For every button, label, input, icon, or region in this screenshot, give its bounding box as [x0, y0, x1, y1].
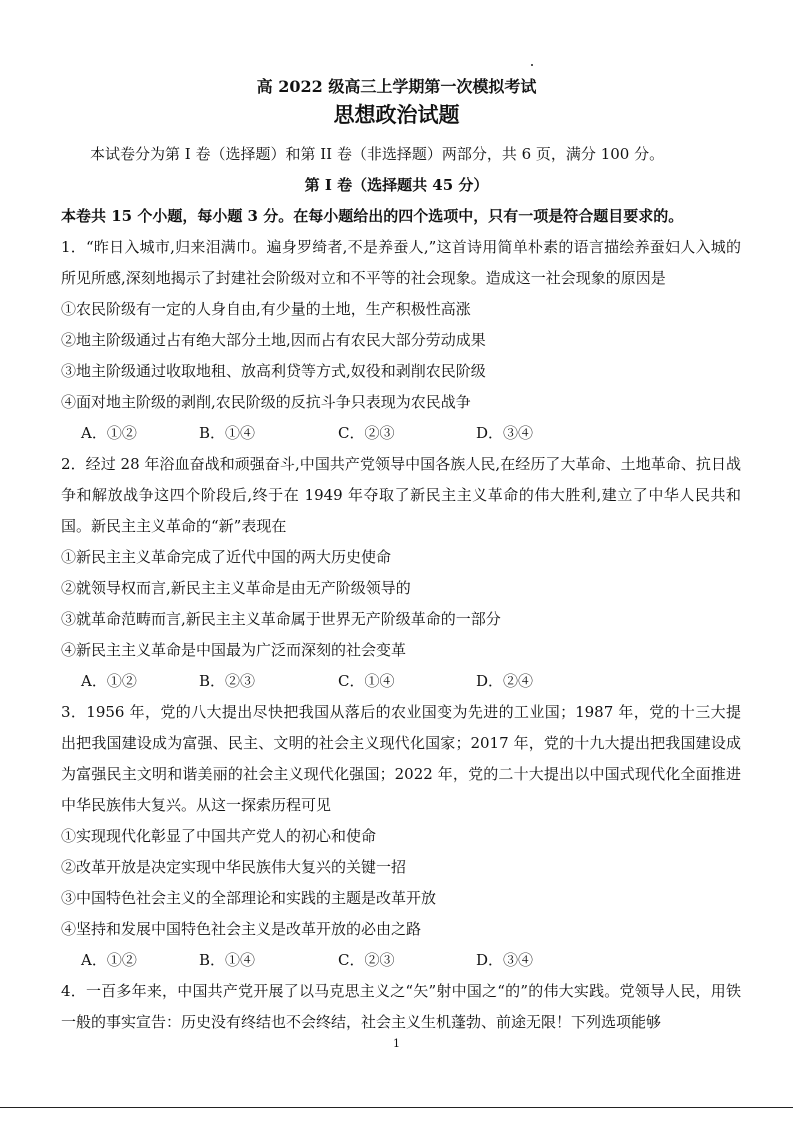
question-list	[61, 201, 741, 1038]
option-1: ①农民阶级有一定的人身自由,有少量的土地，生产积极性高涨	[61, 300, 471, 318]
option-4: ④坚持和发展中国特色社会主义是改革开放的必由之路	[61, 920, 422, 938]
choice-b: B．①④	[199, 424, 256, 442]
choice-c: C．②③	[338, 424, 395, 442]
page-number: 1	[393, 1037, 400, 1050]
choice-c: C．②③	[338, 951, 395, 969]
choice-a: A．①②	[81, 672, 137, 690]
question-4	[61, 976, 741, 1038]
question-3	[61, 697, 741, 976]
choice-b: B．②③	[199, 672, 256, 690]
option-2: ②就领导权而言,新民主主义革命是由无产阶级领导的	[61, 579, 411, 597]
section-title: 第 I 卷（选择题共 45 分）	[304, 176, 489, 194]
scan-speck	[531, 64, 533, 66]
answer-choices	[61, 945, 741, 976]
option-4: ④新民主主义革命是中国最为广泛而深刻的社会变革	[61, 641, 407, 659]
page-bottom-rule	[0, 1107, 793, 1108]
choice-a: A．①②	[81, 424, 137, 442]
option-4: ④面对地主阶级的剥削,农民阶级的反抗斗争只表现为农民战争	[61, 393, 471, 411]
option-3: ③地主阶级通过收取地租、放高利贷等方式,奴役和剥削农民阶级	[61, 362, 486, 380]
choice-c: C．①④	[338, 672, 395, 690]
option-1: ①实现现代化彰显了中国共产党人的初心和使命	[61, 827, 377, 845]
subject-title: 思想政治试题	[333, 102, 460, 127]
question-stem: 4．一百多年来，中国共产党开展了以马克思主义之“矢”射中国之“的”的伟大实践。党领导人民，用铁一般的事实宣告：历史没有终结也不会终结，社会主义生机蓬勃、前途无限！下列选项能够	[61, 982, 741, 1031]
option-2: ②地主阶级通过占有绝大部分土地,因而占有农民大部分劳动成果	[61, 331, 486, 349]
choice-d: D．③④	[476, 951, 534, 969]
choice-a: A．①②	[81, 951, 137, 969]
question-stem: 3．1956 年，党的八大提出尽快把我国从落后的农业国变为先进的工业国；1987 年，党的十三大提出把我国建设成为富强、民主、文明的社会主义现代化国家；2017 年，党的十九大提出把我国建设成为富强民主文明和谐美丽的社会主义现代化强国；2022 年，党的二十大提出以中国式现代化全面推进中华民族伟大复兴。从这一探索历程可见	[61, 703, 741, 814]
question-stem: 2．经过 28 年浴血奋战和顽强奋斗,中国共产党领导中国各族人民,在经历了大革命、土地革命、抗日战争和解放战争这四个阶段后,终于在 1949 年夺取了新民主主义革命的伟大胜利,建立了中华人民共和国。新民主主义革命的“新”表现在	[61, 455, 741, 535]
section-instruction: 本卷共 15 个小题，每小题 3 分。在每小题给出的四个选项中，只有一项是符合题目要求的。	[61, 207, 684, 225]
option-3: ③就革命范畴而言,新民主主义革命属于世界无产阶级革命的一部分	[61, 610, 501, 628]
option-1: ①新民主主义革命完成了近代中国的两大历史使命	[61, 548, 392, 566]
choice-d: D．②④	[476, 672, 534, 690]
question-2	[61, 449, 741, 697]
intro-text: 本试卷分为第 I 卷（选择题）和第 II 卷（非选择题）两部分，共 6 页，满分 100 分。	[90, 145, 665, 163]
choice-d: D．③④	[476, 424, 534, 442]
answer-choices	[61, 666, 741, 697]
answer-choices	[61, 418, 741, 449]
question-1	[61, 232, 741, 449]
question-stem: 1．“昨日入城市,归来泪满巾。遍身罗绮者,不是养蚕人,”这首诗用简单朴素的语言描绘养蚕妇人入城的所见所感,深刻地揭示了封建社会阶级对立和不平等的社会现象。造成这一社会现象的原因是	[61, 238, 741, 287]
option-3: ③中国特色社会主义的全部理论和实践的主题是改革开放	[61, 889, 437, 907]
choice-b: B．①④	[199, 951, 256, 969]
option-2: ②改革开放是决定实现中华民族伟大复兴的关键一招	[61, 858, 407, 876]
exam-title: 高 2022 级高三上学期第一次模拟考试	[256, 77, 537, 96]
